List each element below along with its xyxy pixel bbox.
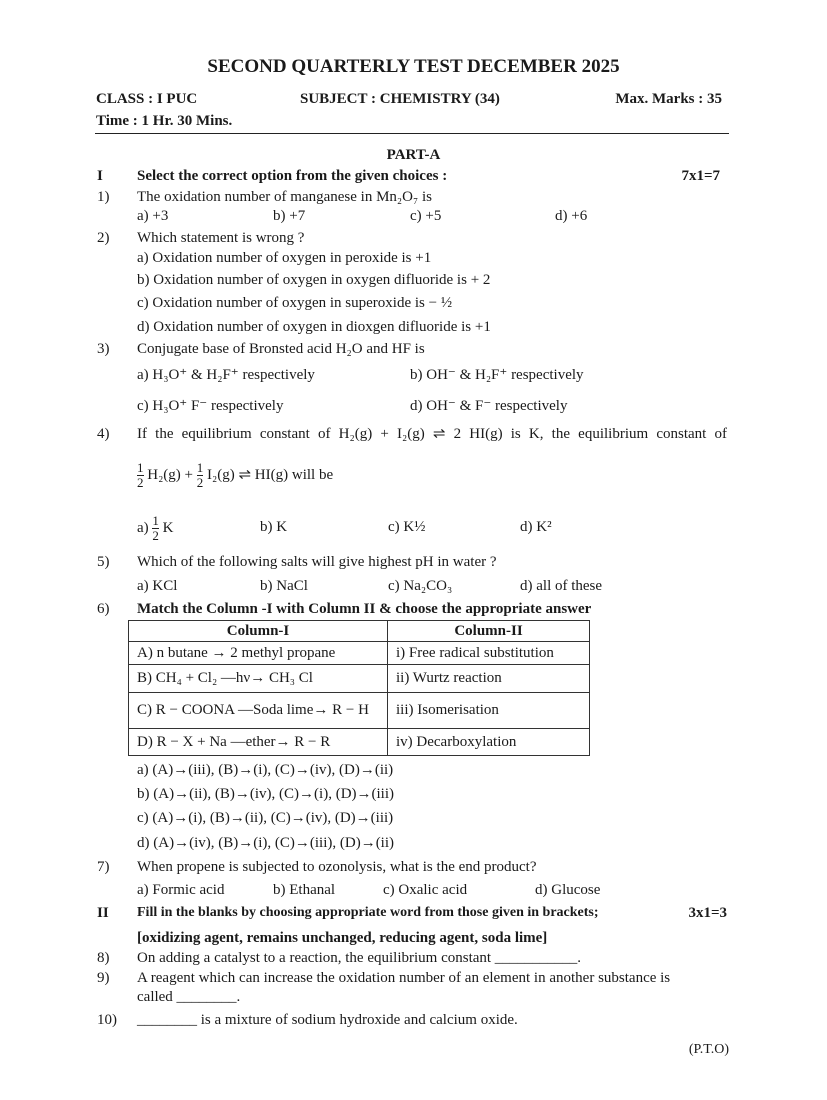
q7-option-b: b) Ethanal [273, 882, 336, 898]
q5-option-c: c) Na₂CO₃ [388, 578, 453, 594]
q5-number: 5) [97, 554, 110, 570]
column-2-header: Column-II [388, 621, 590, 642]
q6-option-d: d) (A)→(iv), (B)→(i), (C)→(iii), (D)→(ii) [137, 835, 395, 851]
section-1-number: I [97, 168, 103, 184]
fraction-half: $\frac{1}{2}$ [137, 460, 144, 491]
q5-text: Which of the following salts will give highest pH in water ? [137, 554, 497, 570]
q1-option-c: c) +5 [410, 208, 442, 224]
q10-number: 10) [97, 1012, 117, 1028]
q4-option-d: d) K² [520, 519, 552, 535]
q2-option-a: a) Oxidation number of oxygen in peroxide is +1 [137, 250, 432, 266]
q6-text: Match the Column -I with Column II & choose the appropriate answer [137, 601, 592, 617]
q2-number: 2) [97, 230, 110, 246]
table-row [129, 642, 590, 665]
q3-option-b: b) OH⁻ & H₂F⁺ respectively [410, 367, 584, 383]
section-1-marks: 7x1=7 [681, 168, 720, 184]
q5-option-d: d) all of these [520, 578, 603, 594]
q5-option-b: b) NaCl [260, 578, 308, 594]
q8-number: 8) [97, 950, 110, 966]
table-header-row [129, 621, 590, 642]
q4-option-c: c) K½ [388, 519, 426, 535]
table-cell: iv) Decarboxylation [388, 729, 590, 756]
section-2-instruction: Fill in the blanks by choosing appropriate word from those given in brackets; [137, 905, 599, 920]
max-marks: Max. Marks : 35 [615, 91, 722, 107]
q2-option-d: d) Oxidation number of oxygen in dioxgen difluoride is +1 [137, 319, 491, 335]
time-label: Time : 1 Hr. 30 Mins. [96, 113, 233, 129]
q3-number: 3) [97, 341, 110, 357]
q3-option-c: c) H₃O⁺ F⁻ respectively [137, 398, 284, 414]
q3-text: Conjugate base of Bronsted acid H₂O and HF is [137, 341, 425, 357]
match-table [128, 620, 590, 756]
q1-text: The oxidation number of manganese in Mn₂O₇ is [137, 189, 432, 205]
q6-option-c: c) (A)→(i), (B)→(ii), (C)→(iv), (D)→(iii) [137, 810, 394, 826]
section-2-marks: 3x1=3 [688, 905, 727, 921]
q1-number: 1) [97, 189, 110, 205]
q4-number: 4) [97, 426, 110, 442]
q3-option-a: a) H₃O⁺ & H₂F⁺ respectively [137, 367, 315, 383]
q9-text-continued: called ________. [137, 989, 241, 1005]
q4-option-b: b) K [260, 519, 288, 535]
table-cell: iii) Isomerisation [388, 693, 590, 729]
table-cell: B) CH₄ + Cl₂ —hν→ CH₃ Cl [129, 665, 388, 693]
exam-title: SECOND QUARTERLY TEST DECEMBER 2025 [207, 56, 620, 77]
header-divider [95, 133, 729, 134]
table-cell: D) R − X + Na —ether→ R − R [129, 729, 388, 756]
q7-text: When propene is subjected to ozonolysis, what is the end product? [137, 859, 537, 875]
q6-option-a: a) (A)→(iii), (B)→(i), (C)→(iv), (D)→(ii) [137, 762, 394, 778]
subject-label: SUBJECT : CHEMISTRY (34) [300, 91, 500, 107]
table-row [129, 729, 590, 756]
table-cell: i) Free radical substitution [388, 642, 590, 665]
table-cell: C) R − COONA —Soda lime→ R − H [129, 693, 388, 729]
q4-equation: $\frac{1}{2}$ H₂(g) + $\frac{1}{2}$ I₂(g) ⇌ HI(g) will be [137, 460, 334, 491]
q1-option-b: b) +7 [273, 208, 306, 224]
column-1-header: Column-I [129, 621, 388, 642]
q10-text: ________ is a mixture of sodium hydroxide and calcium oxide. [137, 1012, 518, 1028]
q1-option-d: d) +6 [555, 208, 588, 224]
q2-option-c: c) Oxidation number of oxygen in superoxide is − ½ [137, 295, 453, 311]
q2-option-b: b) Oxidation number of oxygen in oxygen difluoride is + 2 [137, 272, 491, 288]
section-2-number: II [97, 905, 109, 921]
table-row [129, 693, 590, 729]
q1-option-a: a) +3 [137, 208, 169, 224]
section-2-word-bank: [oxidizing agent, remains unchanged, reducing agent, soda lime] [137, 930, 548, 946]
fraction-half: $\frac{1}{2}$ [152, 513, 159, 544]
q4-text: If the equilibrium constant of H₂(g) + I₂(g) ⇌ 2 HI(g) is K, the equilibrium constant of [137, 426, 727, 442]
q2-text: Which statement is wrong ? [137, 230, 305, 246]
class-label: CLASS : I PUC [96, 91, 198, 107]
q6-option-b: b) (A)→(ii), (B)→(iv), (C)→(i), (D)→(iii) [137, 786, 395, 802]
q7-option-d: d) Glucose [535, 882, 601, 898]
q7-option-c: c) Oxalic acid [383, 882, 468, 898]
q9-number: 9) [97, 970, 110, 986]
q4-option-a: a) $\frac{1}{2}$ K [137, 513, 174, 544]
q8-text: On adding a catalyst to a reaction, the equilibrium constant ___________. [137, 950, 582, 966]
table-cell: ii) Wurtz reaction [388, 665, 590, 693]
q6-number: 6) [97, 601, 110, 617]
pto-footer: (P.T.O) [688, 1042, 729, 1057]
q3-option-d: d) OH⁻ & F⁻ respectively [410, 398, 568, 414]
table-row [129, 665, 590, 693]
q7-option-a: a) Formic acid [137, 882, 225, 898]
q9-text: A reagent which can increase the oxidation number of an element in another substance is [137, 970, 671, 986]
part-a-heading: PART-A [386, 147, 441, 163]
fraction-half: $\frac{1}{2}$ [196, 460, 204, 491]
table-cell: A) n butane → 2 methyl propane [129, 642, 388, 665]
q7-number: 7) [97, 859, 110, 875]
q5-option-a: a) KCl [137, 578, 178, 594]
section-1-instruction: Select the correct option from the given choices : [137, 168, 448, 184]
